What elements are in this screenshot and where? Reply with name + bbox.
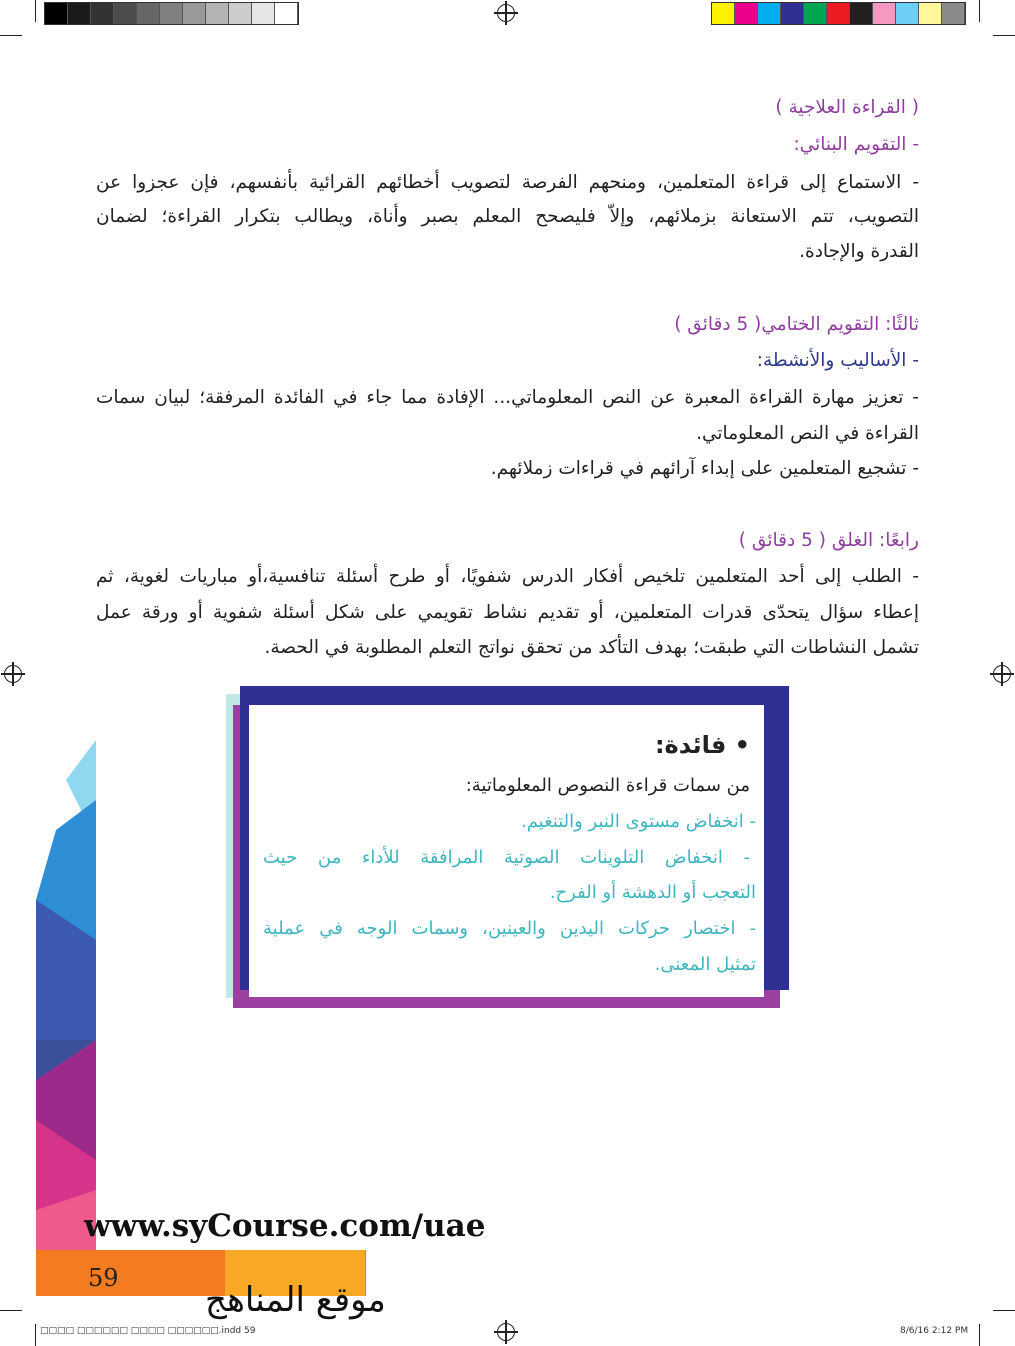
color-swatch xyxy=(183,3,206,24)
registration-mark-top-icon xyxy=(497,4,515,22)
color-swatch xyxy=(91,3,114,24)
paragraph-line: التصويب، تتم الاستعانة بزملائهم، وإلاّ فليصحح المعلم بصبر وأناة، ويطالب بتكرار القراءة؛ لضمان xyxy=(96,206,919,227)
color-swatch xyxy=(873,3,896,24)
note-item: - انخفاض التلوينات الصوتية المرافقة للأداء من حيث xyxy=(263,847,750,868)
color-bar xyxy=(711,2,966,25)
note-item: التعجب أو الدهشة أو الفرح. xyxy=(549,882,756,903)
color-swatch xyxy=(252,3,275,24)
website-link[interactable]: www.syCourse.com/uae xyxy=(84,1208,486,1244)
paragraph-line: - تشجيع المتعلمين على إبداء آرائهم في قراءات زملائهم. xyxy=(490,458,919,479)
note-box-title: • فائدة: xyxy=(654,731,750,759)
paragraph-line: - الاستماع إلى قراءة المتعلمين، ومنحهم الفرصة لتصويب أخطائهم القرائية بأنفسهم، فإن عجزوا عن xyxy=(96,172,919,193)
note-item: تمثيل المعنى. xyxy=(654,954,756,975)
color-swatch xyxy=(942,3,965,24)
color-swatch xyxy=(896,3,919,24)
paragraph-line: القدرة والإجادة. xyxy=(799,241,919,262)
color-swatch xyxy=(919,3,942,24)
crop-mark xyxy=(979,0,980,22)
section4-title: رابعًا: الغلق ( 5 دقائق ) xyxy=(738,530,919,551)
page-number: 59 xyxy=(88,1264,119,1292)
crop-mark xyxy=(35,1324,36,1346)
color-swatch xyxy=(68,3,91,24)
color-swatch xyxy=(735,3,758,24)
registration-mark-bottom-icon xyxy=(497,1323,515,1341)
note-box xyxy=(249,705,764,997)
note-item: - انخفاض مستوى النبر والتنغيم. xyxy=(520,811,756,832)
paragraph-line: إعطاء سؤال يتحدّى قدرات المتعلمين، أو تقديم نشاط تقويمي على شكل أسئلة شفوية أو ورقة عمل xyxy=(96,602,919,623)
color-swatch xyxy=(804,3,827,24)
color-swatch xyxy=(758,3,781,24)
paragraph-line: القراءة في النص المعلوماتي. xyxy=(696,423,919,444)
crop-mark xyxy=(0,35,22,36)
file-slug: □□□□ □□□□□□ □□□□ □□□□□□.indd 59 xyxy=(40,1326,256,1336)
color-swatch xyxy=(827,3,850,24)
color-swatch xyxy=(712,3,735,24)
color-swatch xyxy=(781,3,804,24)
color-swatch xyxy=(206,3,229,24)
crop-mark xyxy=(35,0,36,22)
color-swatch xyxy=(229,3,252,24)
constructive-evaluation-label: - التقويم البنائي: xyxy=(793,134,919,155)
crop-mark xyxy=(0,1310,22,1311)
registration-mark-left-icon xyxy=(4,665,22,683)
remedial-reading-heading: ( القراءة العلاجية ) xyxy=(775,97,919,118)
decorative-side-shapes xyxy=(36,740,96,1280)
methods-label: - الأساليب والأنشطة: xyxy=(756,350,919,371)
note-box-intro: من سمات قراءة النصوص المعلوماتية: xyxy=(465,775,750,796)
site-name: موقع المناهج xyxy=(205,1280,386,1320)
registration-mark-right-icon xyxy=(993,665,1011,683)
color-swatch xyxy=(850,3,873,24)
paragraph-line: تشمل النشاطات التي طبقت؛ بهدف التأكد من تحقق نواتج التعلم المطلوبة في الحصة. xyxy=(264,637,919,658)
section3-title: ثالثًا: التقويم الختامي( 5 دقائق ) xyxy=(674,314,919,335)
color-swatch xyxy=(275,3,298,24)
grayscale-bar xyxy=(44,2,299,25)
color-swatch xyxy=(137,3,160,24)
paragraph-line: - الطلب إلى أحد المتعلمين تلخيص أفكار الدرس شفويًا، أو طرح أسئلة تنافسية،أو مباريات لغوية، ثم xyxy=(96,566,919,587)
color-swatch xyxy=(114,3,137,24)
crop-mark xyxy=(993,35,1015,36)
crop-mark xyxy=(993,1310,1015,1311)
color-swatch xyxy=(160,3,183,24)
color-swatch xyxy=(45,3,68,24)
paragraph-line: - تعزيز مهارة القراءة المعبرة عن النص المعلوماتي... الإفادة مما جاء في الفائدة المرفقة؛ لبيان سمات xyxy=(96,387,919,408)
crop-mark xyxy=(979,1324,980,1346)
print-date: 8/6/16 2:12 PM xyxy=(900,1326,969,1336)
note-item: - اختصار حركات اليدين والعينين، وسمات الوجه في عملية xyxy=(263,918,756,939)
